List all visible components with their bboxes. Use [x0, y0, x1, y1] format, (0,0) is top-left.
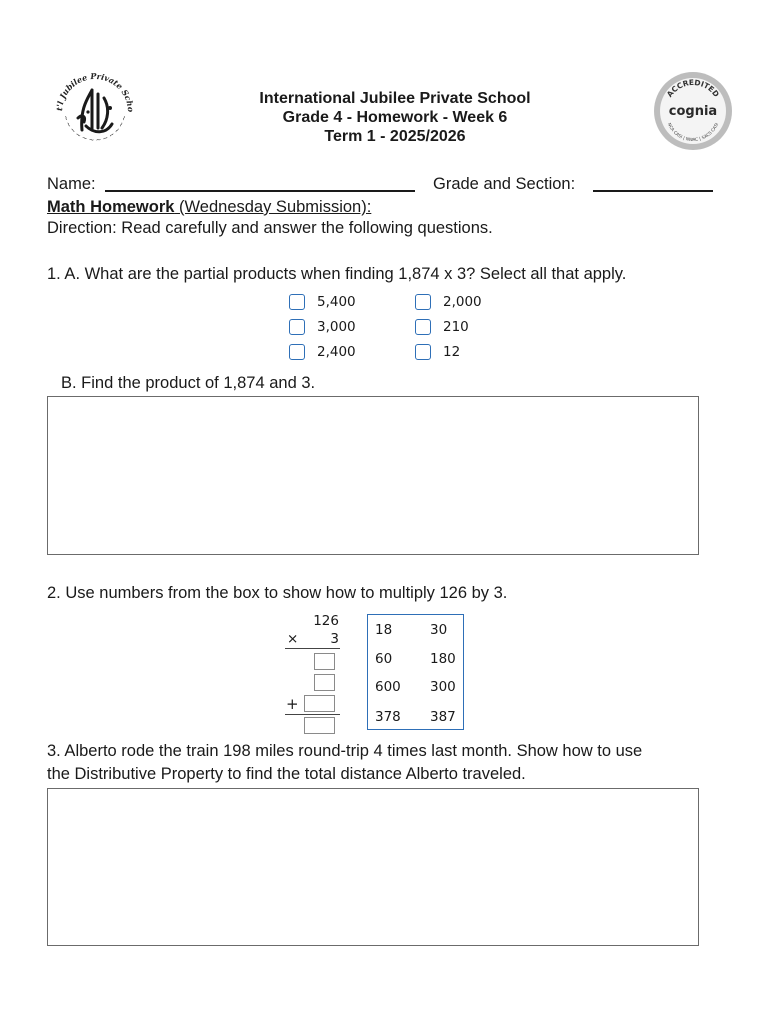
q1b-text: B. Find the product of 1,874 and 3.: [61, 374, 316, 392]
product-box[interactable]: [304, 717, 335, 734]
option-checkbox[interactable]: [289, 316, 356, 338]
accreditation-badge: [652, 70, 734, 152]
product-line: [285, 648, 340, 649]
homework-subtitle: (Wednesday Submission):: [174, 198, 372, 216]
number-box-value: 180: [430, 651, 456, 667]
option-checkbox[interactable]: [415, 291, 482, 313]
option-checkbox[interactable]: [415, 341, 482, 363]
partial-product-box[interactable]: [304, 695, 335, 712]
number-box: [367, 614, 464, 730]
number-box-value: 378: [375, 709, 401, 725]
q1-options-left: [289, 291, 356, 363]
grade-section-label: Grade and Section:: [433, 175, 576, 193]
number-box-value: 60: [375, 651, 393, 667]
homework-title-line: [47, 197, 371, 217]
name-field[interactable]: [105, 190, 415, 192]
badge-top-text: ACCREDITED: [664, 77, 722, 99]
q3-text-line2: the Distributive Property to find the total distance Alberto traveled.: [47, 765, 526, 783]
name-label: Name:: [47, 175, 96, 193]
times-sign: ×: [287, 631, 299, 647]
number-box-value: 387: [430, 709, 456, 725]
option-checkbox[interactable]: [289, 341, 356, 363]
checkbox[interactable]: [289, 319, 305, 335]
q3-answer-box[interactable]: [47, 788, 699, 946]
q2-text: 2. Use numbers from the box to show how to multiply 126 by 3.: [47, 584, 508, 602]
q1b-answer-box[interactable]: [47, 396, 699, 555]
option-label: 2,400: [317, 344, 356, 360]
checkbox[interactable]: [415, 294, 431, 310]
number-box-value: 30: [430, 622, 448, 638]
multiplicand: 126: [313, 613, 339, 629]
school-name: International Jubilee Private School: [259, 90, 531, 107]
sum-line: [285, 714, 340, 715]
svg-text:~ ~ ~ ~ ~ ~ ~ ~ ~ ~ ~ ~: ~ ~ ~ ~ ~ ~ ~ ~ ~ ~ ~ ~: [61, 114, 129, 145]
option-label: 12: [443, 344, 461, 360]
plus-sign: +: [286, 695, 299, 713]
option-checkbox[interactable]: [415, 316, 482, 338]
partial-product-box[interactable]: [314, 653, 335, 670]
homework-title: Math Homework: [47, 198, 175, 216]
checkbox[interactable]: [415, 344, 431, 360]
partial-product-box[interactable]: [314, 674, 335, 691]
logo-arc-text: t'l Jubilee Private Scho: [53, 70, 137, 113]
badge-brand: cognia: [668, 104, 718, 119]
school-logo: [52, 68, 138, 154]
q3-text-line1: 3. Alberto rode the train 198 miles round-trip 4 times last month. Show how to use: [47, 742, 643, 760]
multiplier: 3: [330, 631, 339, 647]
option-label: 2,000: [443, 294, 482, 310]
term-line: Term 1 - 2025/2026: [324, 128, 466, 145]
grade-line: Grade 4 - Homework - Week 6: [282, 109, 508, 126]
q1-options-right: [415, 291, 482, 363]
svg-text:Int'l Jubilee Private School: [52, 68, 136, 113]
checkbox[interactable]: [289, 294, 305, 310]
checkbox[interactable]: [289, 344, 305, 360]
option-label: 210: [443, 319, 469, 335]
q1a-text: 1. A. What are the partial products when finding 1,874 x 3? Select all that apply.: [47, 265, 627, 283]
checkbox[interactable]: [415, 319, 431, 335]
option-checkbox[interactable]: [289, 291, 356, 313]
grade-section-field[interactable]: [593, 190, 713, 192]
badge-bottom-text: NCA CASI | NWAC | SACS CASI: [665, 122, 721, 144]
direction-text: Direction: Read carefully and answer the following questions.: [47, 219, 493, 237]
option-label: 3,000: [317, 319, 356, 335]
option-label: 5,400: [317, 294, 356, 310]
number-box-value: 300: [430, 679, 456, 695]
number-box-value: 600: [375, 679, 401, 695]
number-box-value: 18: [375, 622, 393, 638]
